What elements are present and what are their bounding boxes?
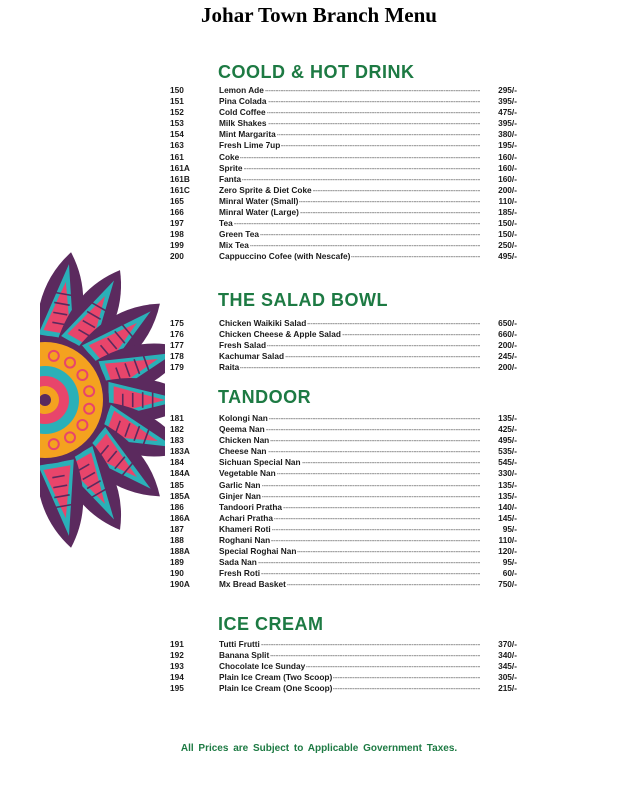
menu-item-row	[170, 107, 520, 118]
menu-item-row	[170, 318, 520, 329]
item-price: 250/-	[498, 240, 517, 251]
item-number: 166	[170, 207, 184, 218]
leader-dots	[219, 218, 480, 229]
menu-item-row	[170, 546, 520, 557]
menu-item-row	[170, 457, 520, 468]
item-name: Mix Tea	[219, 240, 249, 251]
menu-item-row	[170, 240, 520, 251]
menu-item-row	[170, 129, 520, 140]
item-name: Cappuccino Cofee (with Nescafe)	[219, 251, 351, 262]
item-list	[170, 639, 520, 694]
item-name: Achari Pratha	[219, 512, 273, 523]
item-number: 184A	[170, 468, 190, 479]
item-name: Sada Nan	[219, 557, 257, 568]
item-price: 110/-	[498, 195, 517, 206]
menu-item-row	[170, 185, 520, 196]
item-name: Zero Sprite & Diet Coke	[219, 184, 312, 195]
item-price: 345/-	[498, 661, 517, 672]
item-price: 110/-	[498, 535, 517, 546]
tax-note: All Prices are Subject to Applicable Government Taxes.	[180, 743, 458, 754]
menu-item-row	[170, 424, 520, 435]
menu-item-row	[170, 491, 520, 502]
item-name: Khameri Roti	[219, 523, 271, 534]
item-name: Milk Shakes	[219, 118, 267, 129]
mandala-decoration	[40, 215, 165, 585]
item-number: 188	[170, 535, 184, 546]
menu-item-row	[170, 207, 520, 218]
item-name: Minral Water (Large)	[219, 207, 299, 218]
item-number: 161A	[170, 162, 190, 173]
menu-item-row	[170, 661, 520, 672]
item-price: 160/-	[498, 162, 517, 173]
item-name: Lemon Ade	[219, 85, 264, 95]
item-number: 151	[170, 96, 184, 107]
item-price: 200/-	[498, 340, 517, 351]
item-list	[170, 318, 520, 373]
item-number: 190	[170, 568, 184, 579]
item-list	[170, 85, 520, 263]
item-price: 120/-	[498, 546, 517, 557]
menu-item-row	[170, 502, 520, 513]
menu-item-row	[170, 480, 520, 491]
item-price: 660/-	[498, 329, 517, 340]
menu-item-row	[170, 218, 520, 229]
leader-dots	[219, 174, 480, 185]
menu-item-row	[170, 152, 520, 163]
item-price: 330/-	[498, 468, 517, 479]
item-price: 200/-	[498, 184, 517, 195]
item-price: 145/-	[498, 512, 517, 523]
item-name: Ginjer Nan	[219, 490, 261, 501]
page-title: Johar Town Branch Menu	[201, 3, 437, 27]
item-price: 140/-	[498, 501, 517, 512]
menu-item-row	[170, 446, 520, 457]
item-number: 178	[170, 351, 184, 362]
menu-item-row	[170, 650, 520, 661]
menu-item-row	[170, 568, 520, 579]
item-number: 194	[170, 672, 184, 683]
menu-item-row	[170, 329, 520, 340]
menu-item-row	[170, 557, 520, 568]
leader-dots	[219, 362, 480, 373]
menu-item-row	[170, 639, 520, 650]
item-number: 165	[170, 195, 184, 206]
item-price: 295/-	[498, 85, 517, 95]
menu-item-row	[170, 163, 520, 174]
item-name: Green Tea	[219, 229, 259, 240]
section-title: COOLD & HOT DRINK	[218, 62, 415, 82]
item-name: Chicken Waikiki Salad	[219, 318, 307, 328]
menu-item-row	[170, 174, 520, 185]
item-price: 215/-	[498, 683, 517, 694]
item-name: Kachumar Salad	[219, 351, 285, 362]
item-number: 183A	[170, 446, 190, 457]
menu-item-row	[170, 513, 520, 524]
section-title: ICE CREAM	[218, 614, 324, 634]
item-price: 135/-	[498, 413, 517, 423]
item-name: Mx Bread Basket	[219, 579, 286, 590]
menu-item-row	[170, 85, 520, 96]
item-name: Chicken Nan	[219, 435, 270, 446]
menu-item-row	[170, 524, 520, 535]
leader-dots	[219, 152, 480, 163]
item-name: Plain Ice Cream (Two Scoop)	[219, 672, 333, 683]
item-name: Tutti Frutti	[219, 639, 260, 649]
menu-item-row	[170, 351, 520, 362]
item-price: 95/-	[502, 523, 517, 534]
item-number: 186A	[170, 512, 190, 523]
section-title: TANDOOR	[218, 387, 312, 407]
item-number: 187	[170, 523, 184, 534]
leader-dots	[219, 557, 480, 568]
item-price: 195/-	[498, 140, 517, 151]
item-number: 161B	[170, 173, 190, 184]
item-number: 199	[170, 240, 184, 251]
item-price: 535/-	[498, 446, 517, 457]
item-name: Cold Coffee	[219, 107, 266, 118]
item-number: 179	[170, 362, 184, 373]
leader-dots	[219, 240, 480, 251]
item-price: 135/-	[498, 490, 517, 501]
item-price: 305/-	[498, 672, 517, 683]
item-name: Mint Margarita	[219, 129, 276, 140]
menu-item-row	[170, 118, 520, 129]
item-number: 185A	[170, 490, 190, 501]
menu-item-row	[170, 340, 520, 351]
item-number: 177	[170, 340, 184, 351]
item-price: 395/-	[498, 96, 517, 107]
item-price: 60/-	[502, 568, 517, 579]
menu-item-row	[170, 468, 520, 479]
item-name: Garlic Nan	[219, 479, 261, 490]
item-price: 750/-	[498, 579, 517, 590]
item-number: 198	[170, 229, 184, 240]
item-number: 195	[170, 683, 184, 694]
item-price: 380/-	[498, 129, 517, 140]
item-list	[170, 413, 520, 591]
item-number: 190A	[170, 579, 190, 590]
item-number: 200	[170, 251, 184, 262]
item-number: 185	[170, 479, 184, 490]
item-number: 161	[170, 151, 184, 162]
item-number: 191	[170, 639, 184, 649]
item-number: 163	[170, 140, 184, 151]
leader-dots	[219, 163, 480, 174]
item-name: Fresh Lime 7up	[219, 140, 281, 151]
menu-item-row	[170, 362, 520, 373]
item-price: 200/-	[498, 362, 517, 373]
item-name: Qeema Nan	[219, 424, 265, 435]
item-price: 185/-	[498, 207, 517, 218]
item-price: 370/-	[498, 639, 517, 649]
item-price: 495/-	[498, 251, 517, 262]
item-price: 425/-	[498, 424, 517, 435]
item-name: Kolongi Nan	[219, 413, 268, 423]
menu-item-row	[170, 413, 520, 424]
item-name: Tandoori Pratha	[219, 501, 283, 512]
item-name: Raita	[219, 362, 240, 373]
item-number: 182	[170, 424, 184, 435]
item-price: 135/-	[498, 479, 517, 490]
menu-item-row	[170, 229, 520, 240]
item-number: 197	[170, 218, 184, 229]
item-price: 650/-	[498, 318, 517, 328]
item-price: 160/-	[498, 151, 517, 162]
item-name: Minral Water (Small)	[219, 195, 299, 206]
item-name: Roghani Nan	[219, 535, 271, 546]
item-name: Coke	[219, 151, 240, 162]
menu-item-row	[170, 251, 520, 262]
item-number: 184	[170, 457, 184, 468]
item-price: 340/-	[498, 650, 517, 661]
menu-item-row	[170, 435, 520, 446]
menu-item-row	[170, 96, 520, 107]
item-number: 186	[170, 501, 184, 512]
item-price: 95/-	[502, 557, 517, 568]
item-name: Banana Split	[219, 650, 270, 661]
item-number: 176	[170, 329, 184, 340]
item-name: Chicken Cheese & Apple Salad	[219, 329, 341, 340]
item-name: Plain Ice Cream (One Scoop)	[219, 683, 333, 694]
item-number: 183	[170, 435, 184, 446]
item-name: Tea	[219, 218, 233, 229]
item-name: Chocolate Ice Sunday	[219, 661, 306, 672]
item-name: Special Roghai Nan	[219, 546, 297, 557]
item-name: Sichuan Special Nan	[219, 457, 301, 468]
menu-item-row	[170, 672, 520, 683]
menu-item-row	[170, 579, 520, 590]
item-name: Vegetable Nan	[219, 468, 276, 479]
item-price: 245/-	[498, 351, 517, 362]
item-name: Fresh Roti	[219, 568, 261, 579]
item-number: 189	[170, 557, 184, 568]
menu-item-row	[170, 196, 520, 207]
item-name: Fanta	[219, 173, 242, 184]
item-number: 150	[170, 85, 184, 95]
item-number: 154	[170, 129, 184, 140]
item-price: 395/-	[498, 118, 517, 129]
menu-item-row	[170, 535, 520, 546]
section-title: THE SALAD BOWL	[218, 290, 388, 310]
item-number: 175	[170, 318, 184, 328]
item-number: 152	[170, 107, 184, 118]
item-price: 475/-	[498, 107, 517, 118]
item-name: Sprite	[219, 162, 243, 173]
item-number: 161C	[170, 184, 190, 195]
menu-item-row	[170, 683, 520, 694]
item-number: 181	[170, 413, 184, 423]
item-name: Pina Colada	[219, 96, 267, 107]
item-name: Cheese Nan	[219, 446, 267, 457]
item-price: 150/-	[498, 229, 517, 240]
menu-item-row	[170, 140, 520, 151]
item-price: 150/-	[498, 218, 517, 229]
item-number: 188A	[170, 546, 190, 557]
item-name: Fresh Salad	[219, 340, 267, 351]
item-price: 495/-	[498, 435, 517, 446]
item-price: 160/-	[498, 173, 517, 184]
item-number: 193	[170, 661, 184, 672]
item-price: 545/-	[498, 457, 517, 468]
item-number: 192	[170, 650, 184, 661]
item-number: 153	[170, 118, 184, 129]
